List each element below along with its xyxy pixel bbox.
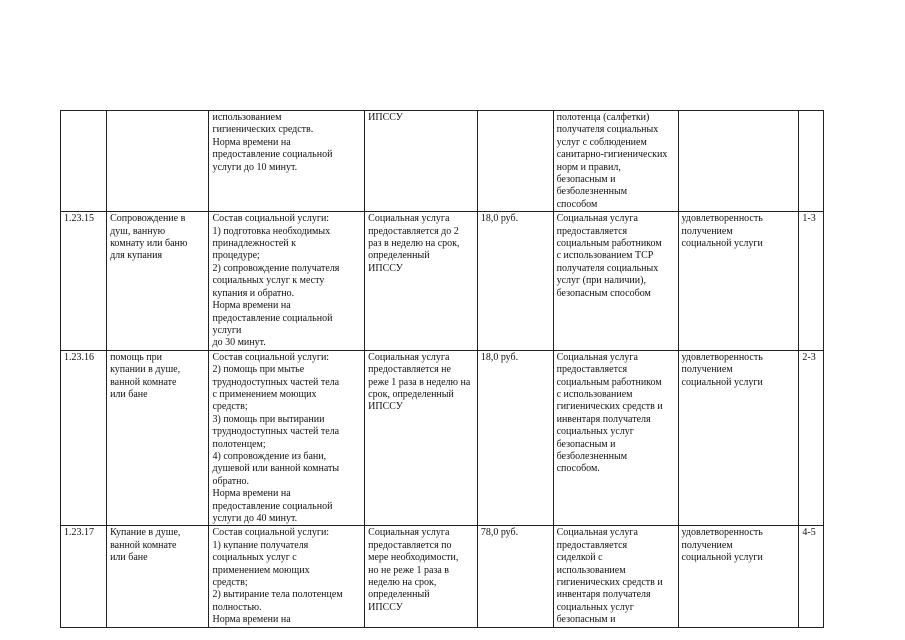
cell-line: безопасным и — [556, 438, 616, 450]
cell-line: инвентаря получателя — [556, 589, 651, 601]
cell-line: Сопровождение в — [110, 213, 186, 225]
cell-line: Состав социальной услуги: — [212, 351, 330, 363]
cell-line: услуги — [212, 324, 242, 336]
cell-line: Норма времени на — [212, 488, 291, 500]
cell-line: получением — [681, 539, 733, 551]
cell-line: получением — [681, 364, 733, 376]
service-result-cell — [678, 350, 799, 526]
cell-line: норм и правил, — [556, 161, 621, 173]
cell-line: безболезненным — [556, 450, 628, 462]
cell-line: услуги до 40 минут. — [212, 513, 298, 524]
cell-line: с использованием — [556, 388, 633, 400]
cell-line: неделю на срок, — [368, 577, 437, 589]
cell-line: безопасным способом — [556, 287, 651, 299]
service-conditions-cell — [365, 212, 478, 350]
service-code-cell — [61, 111, 107, 212]
cell-line: с применением моющих — [212, 388, 317, 400]
cell-line: 3) помощь при вытирании — [212, 413, 325, 425]
cell-line: Социальная услуга — [368, 527, 450, 539]
cell-line: услуги до 10 минут. — [212, 161, 298, 173]
cell-line: душ, ванную — [110, 225, 166, 237]
cell-line: получателя социальных — [556, 124, 659, 136]
service-composition-cell — [209, 350, 365, 526]
cell-line: реже 1 раза в неделю на — [368, 376, 471, 388]
cell-line: Социальная услуга — [368, 351, 450, 363]
cell-line: социальных услуг с — [212, 552, 297, 564]
cell-line: средств; — [212, 401, 248, 413]
cell-line: социальных услуг — [556, 601, 634, 613]
cell-line: гигиенических средств. — [212, 124, 314, 136]
service-name-cell — [107, 111, 209, 212]
cell-line: Состав социальной услуги: — [212, 527, 330, 539]
cell-line: получателя социальных — [556, 262, 659, 274]
cell-line: удовлетворенность — [681, 351, 763, 363]
cell-line: Социальная услуга — [368, 213, 450, 225]
service-price-cell — [477, 111, 553, 212]
cell-line: Купание в душе, — [110, 527, 181, 539]
cell-line: удовлетворенность — [681, 527, 763, 539]
cell-line: ИПССУ — [368, 112, 403, 123]
table-row — [61, 111, 824, 212]
services-table — [60, 110, 824, 628]
service-name-cell — [107, 350, 209, 526]
table-row — [61, 212, 824, 350]
cell-line: инвентаря получателя — [556, 413, 651, 425]
cell-line: санитарно-гигиенических — [556, 149, 668, 161]
service-points-cell: 2-3 — [799, 350, 824, 526]
service-code-cell: 1.23.15 — [61, 212, 107, 350]
cell-line: предоставляется по — [368, 539, 452, 551]
cell-line: получением — [681, 225, 733, 237]
service-code-cell: 1.23.16 — [61, 350, 107, 526]
cell-line: 2) вытирание тела полотенцем — [212, 589, 343, 601]
service-quality-cell — [553, 350, 678, 526]
cell-line: определенный — [368, 250, 430, 262]
cell-line: купания и обратно. — [212, 287, 295, 299]
cell-line: социальным работником — [556, 376, 662, 388]
cell-line: социальных услуг к месту — [212, 275, 325, 287]
service-price-cell: 78,0 руб. — [477, 526, 553, 628]
cell-line: принадлежностей к — [212, 238, 296, 250]
cell-line: предоставляется не — [368, 364, 451, 376]
cell-line: способом. — [556, 463, 600, 475]
cell-line: душевой или ванной комнаты — [212, 463, 340, 475]
cell-line: использованием — [212, 112, 282, 123]
cell-line: обратно. — [212, 475, 249, 487]
cell-line: ИПССУ — [368, 601, 403, 613]
service-points-cell: 1-3 — [799, 212, 824, 350]
cell-line: социальных услуг — [556, 426, 634, 438]
service-conditions-cell — [365, 111, 478, 212]
cell-line: Норма времени на — [212, 300, 291, 312]
cell-line: полностью. — [212, 601, 262, 613]
cell-line: до 30 минут. — [212, 337, 266, 349]
cell-line: гигиенических средств и — [556, 577, 663, 589]
service-result-cell — [678, 212, 799, 350]
cell-line: предоставляется — [556, 539, 628, 551]
cell-line: социальной услуги — [681, 376, 763, 388]
cell-line: купании в душе, — [110, 364, 181, 376]
cell-line: раз в неделю на срок, — [368, 238, 460, 250]
service-composition-cell — [209, 111, 365, 212]
service-points-cell — [799, 111, 824, 212]
cell-line: услуг с соблюдением — [556, 136, 647, 148]
cell-line: использованием — [556, 564, 626, 576]
service-quality-cell — [553, 111, 678, 212]
cell-line: или бане — [110, 388, 148, 400]
service-quality-cell — [553, 212, 678, 350]
cell-line: труднодоступных частей тела — [212, 376, 340, 388]
cell-line: Норма времени на — [212, 614, 291, 626]
cell-line: с использованием ТСР — [556, 250, 654, 262]
cell-line: или бане — [110, 552, 148, 564]
cell-line: применением моющих — [212, 564, 310, 576]
cell-line: удовлетворенность — [681, 213, 763, 225]
service-result-cell — [678, 526, 799, 628]
cell-line: 1) подготовка необходимых — [212, 225, 331, 237]
cell-line: 4) сопровождение из бани, — [212, 450, 327, 462]
cell-line: способом — [556, 198, 598, 210]
cell-line: предоставление социальной — [212, 500, 333, 512]
cell-line: средств; — [212, 577, 248, 589]
cell-line: определенный — [368, 589, 430, 601]
service-quality-cell — [553, 526, 678, 628]
table-row — [61, 526, 824, 628]
cell-line: комнату или баню — [110, 238, 188, 250]
cell-line: срок, определенный — [368, 388, 454, 400]
cell-line: предоставление социальной — [212, 312, 333, 324]
service-code-cell: 1.23.17 — [61, 526, 107, 628]
cell-line: мере необходимости, — [368, 552, 459, 564]
service-price-cell: 18,0 руб. — [477, 350, 553, 526]
cell-line: социальной услуги — [681, 552, 763, 564]
cell-line: Норма времени на — [212, 136, 291, 148]
cell-line: Социальная услуга — [556, 527, 638, 539]
cell-line: ванной комнате — [110, 539, 177, 551]
cell-line: ванной комнате — [110, 376, 177, 388]
cell-line: предоставляется — [556, 364, 628, 376]
service-price-cell: 18,0 руб. — [477, 212, 553, 350]
service-conditions-cell — [365, 350, 478, 526]
service-composition-cell — [209, 526, 365, 628]
cell-line: социальной услуги — [681, 238, 763, 250]
cell-line: Социальная услуга — [556, 213, 638, 225]
cell-line: социальным работником — [556, 238, 662, 250]
cell-line: 1) купание получателя — [212, 539, 309, 551]
cell-line: процедуре; — [212, 250, 260, 262]
cell-line: 2) помощь при мытье — [212, 364, 305, 376]
cell-line: Социальная услуга — [556, 351, 638, 363]
cell-line: ИПССУ — [368, 401, 403, 413]
cell-line: предоставление социальной — [212, 149, 333, 161]
service-name-cell — [107, 526, 209, 628]
service-composition-cell — [209, 212, 365, 350]
services-table-body — [61, 111, 824, 628]
cell-line: услуг (при наличии), — [556, 275, 646, 287]
cell-line: безопасным и — [556, 614, 616, 626]
cell-line: помощь при — [110, 351, 163, 363]
cell-line: Состав социальной услуги: — [212, 213, 330, 225]
cell-line: безболезненным — [556, 186, 628, 198]
service-conditions-cell — [365, 526, 478, 628]
cell-line: труднодоступных частей тела — [212, 426, 340, 438]
table-row — [61, 350, 824, 526]
cell-line: предоставляется до 2 — [368, 225, 459, 237]
cell-line: 2) сопровождение получателя — [212, 262, 340, 274]
cell-line: гигиенических средств и — [556, 401, 663, 413]
cell-line: безопасным и — [556, 174, 616, 186]
cell-line: полотенцем; — [212, 438, 266, 450]
cell-line: сиделкой с — [556, 552, 603, 564]
cell-line: предоставляется — [556, 225, 628, 237]
cell-line: ИПССУ — [368, 262, 403, 274]
cell-line: но не реже 1 раза в — [368, 564, 450, 576]
service-result-cell — [678, 111, 799, 212]
cell-line: для купания — [110, 250, 163, 262]
service-points-cell: 4-5 — [799, 526, 824, 628]
service-name-cell — [107, 212, 209, 350]
cell-line: полотенца (салфетки) — [556, 112, 650, 123]
